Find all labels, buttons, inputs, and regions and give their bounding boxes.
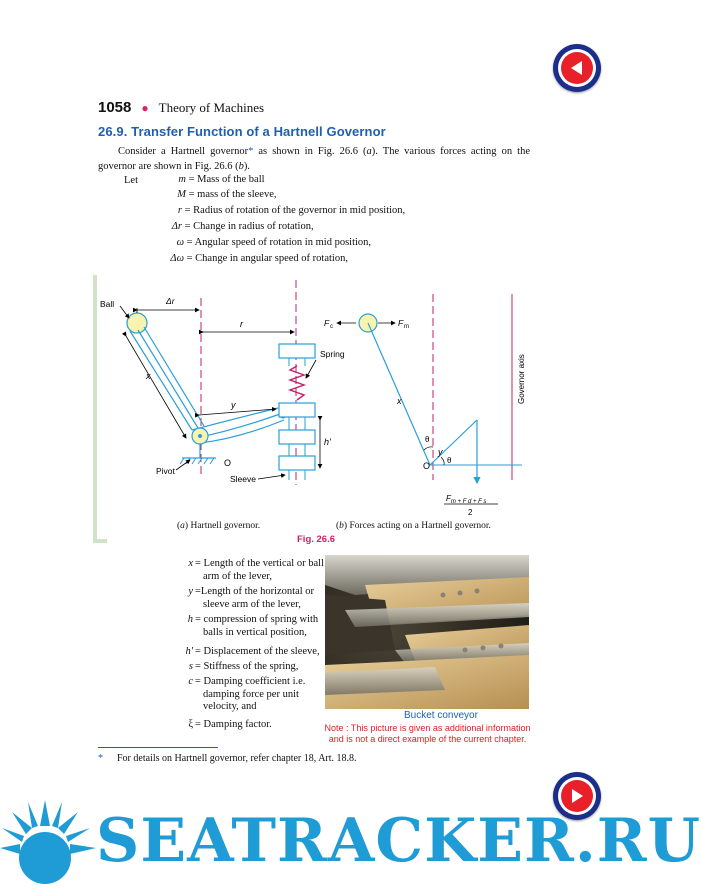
footnote-rule <box>98 747 218 748</box>
label-pivot: Pivot <box>156 466 175 476</box>
definition-mass-sleeve: M = mass of the sleeve, <box>177 189 277 200</box>
watermark-text: SEATRACKER.RU <box>96 806 701 876</box>
figure-label: Fig. 26.6 <box>297 534 336 545</box>
intro-paragraph: Consider a Hartnell governor* as shown in Fig. 26.6 (a). The various forces acting on the governor are shown in Fig. 26.6 (b). <box>98 146 530 172</box>
label-theta: θ <box>425 435 430 444</box>
label-o-left: O <box>224 458 232 468</box>
label-fm-sub: m <box>404 324 409 330</box>
label-formula-numerator: $F_{m + F d + F s}$ <box>446 494 487 505</box>
hartnell-governor-diagram <box>100 280 345 485</box>
variable-h-prime: h' = Displacement of the sleeve, <box>185 646 320 657</box>
label-o-right: O <box>423 461 431 471</box>
label-ball: Ball <box>100 299 115 309</box>
variable-x: x = Length of the vertical or ball arm of the lever, <box>188 558 324 582</box>
book-title: Theory of Machines <box>158 100 265 115</box>
footnote: * For details on Hartnell governor, refer chapter 18, Art. 18.8. <box>98 753 357 764</box>
sun-logo-icon <box>0 800 100 893</box>
variable-xi: ξ = Damping factor. <box>188 719 272 730</box>
spring-icon <box>290 366 304 400</box>
figure-26-6 <box>100 280 540 520</box>
label-fc-sub: c <box>330 324 333 330</box>
figure-side-bar-foot <box>93 539 107 543</box>
arrow-left-icon <box>567 58 587 78</box>
ball-icon <box>127 313 147 333</box>
definition-delta-angular-speed: Δω = Change in angular speed of rotation, <box>170 253 348 264</box>
definition-delta-radius: Δr = Change in radius of rotation, <box>171 221 314 232</box>
label-h-prime: h' <box>324 437 331 447</box>
definition-mass-ball: m = Mass of the ball <box>178 174 265 185</box>
label-governor-axis: Governor axis <box>517 354 526 404</box>
forces-diagram <box>324 294 526 517</box>
definition-radius: r = Radius of rotation of the governor in mid position, <box>177 205 406 216</box>
label-sleeve: Sleeve <box>230 474 256 484</box>
figure-side-bar <box>93 275 97 543</box>
label-theta-2: θ <box>447 456 452 465</box>
label-x-right: x <box>397 396 402 406</box>
label-x: x <box>146 371 151 381</box>
photo-caption: Bucket conveyor <box>404 710 478 721</box>
bullet-icon: ● <box>141 101 149 115</box>
previous-page-button[interactable] <box>553 44 601 92</box>
label-y-right: y <box>438 447 443 457</box>
bucket-conveyor-image <box>325 555 529 709</box>
arrow-right-icon <box>567 786 587 806</box>
label-spring: Spring <box>320 349 345 359</box>
definition-angular-speed: ω = Angular speed of rotation in mid position, <box>176 237 372 248</box>
bucket-conveyor-photo <box>325 555 529 709</box>
label-y: y <box>231 400 236 410</box>
variable-h: h = compression of spring with balls in vertical position, <box>187 614 319 638</box>
variable-y: y =Length of the horizontal or sleeve arm of the lever, <box>188 586 315 610</box>
label-r: r <box>240 319 243 329</box>
section-title <box>98 124 386 139</box>
section-title-text: Transfer Function of a Hartnell Governor <box>131 124 386 139</box>
label-fm: F <box>398 318 404 328</box>
label-formula-denominator: 2 <box>468 508 473 517</box>
let-label: Let <box>124 175 138 186</box>
variable-s: s = Stiffness of the spring, <box>188 661 299 672</box>
variable-c: c = Damping coefficient i.e. damping force per unit velocity, and <box>188 676 306 712</box>
label-delta-r: Δr <box>166 296 175 306</box>
caption-b: (b) Forces acting on a Hartnell governor. <box>336 521 491 531</box>
page-number: 1058 <box>98 99 132 116</box>
page-header <box>98 99 264 117</box>
photo-note: Note : This picture is given as additional information and is not a direct example of the current chapter. <box>324 723 531 744</box>
label-fc: F <box>324 318 330 328</box>
section-number: 26.9. <box>98 124 128 139</box>
caption-a: (a) Hartnell governor. <box>177 521 261 531</box>
